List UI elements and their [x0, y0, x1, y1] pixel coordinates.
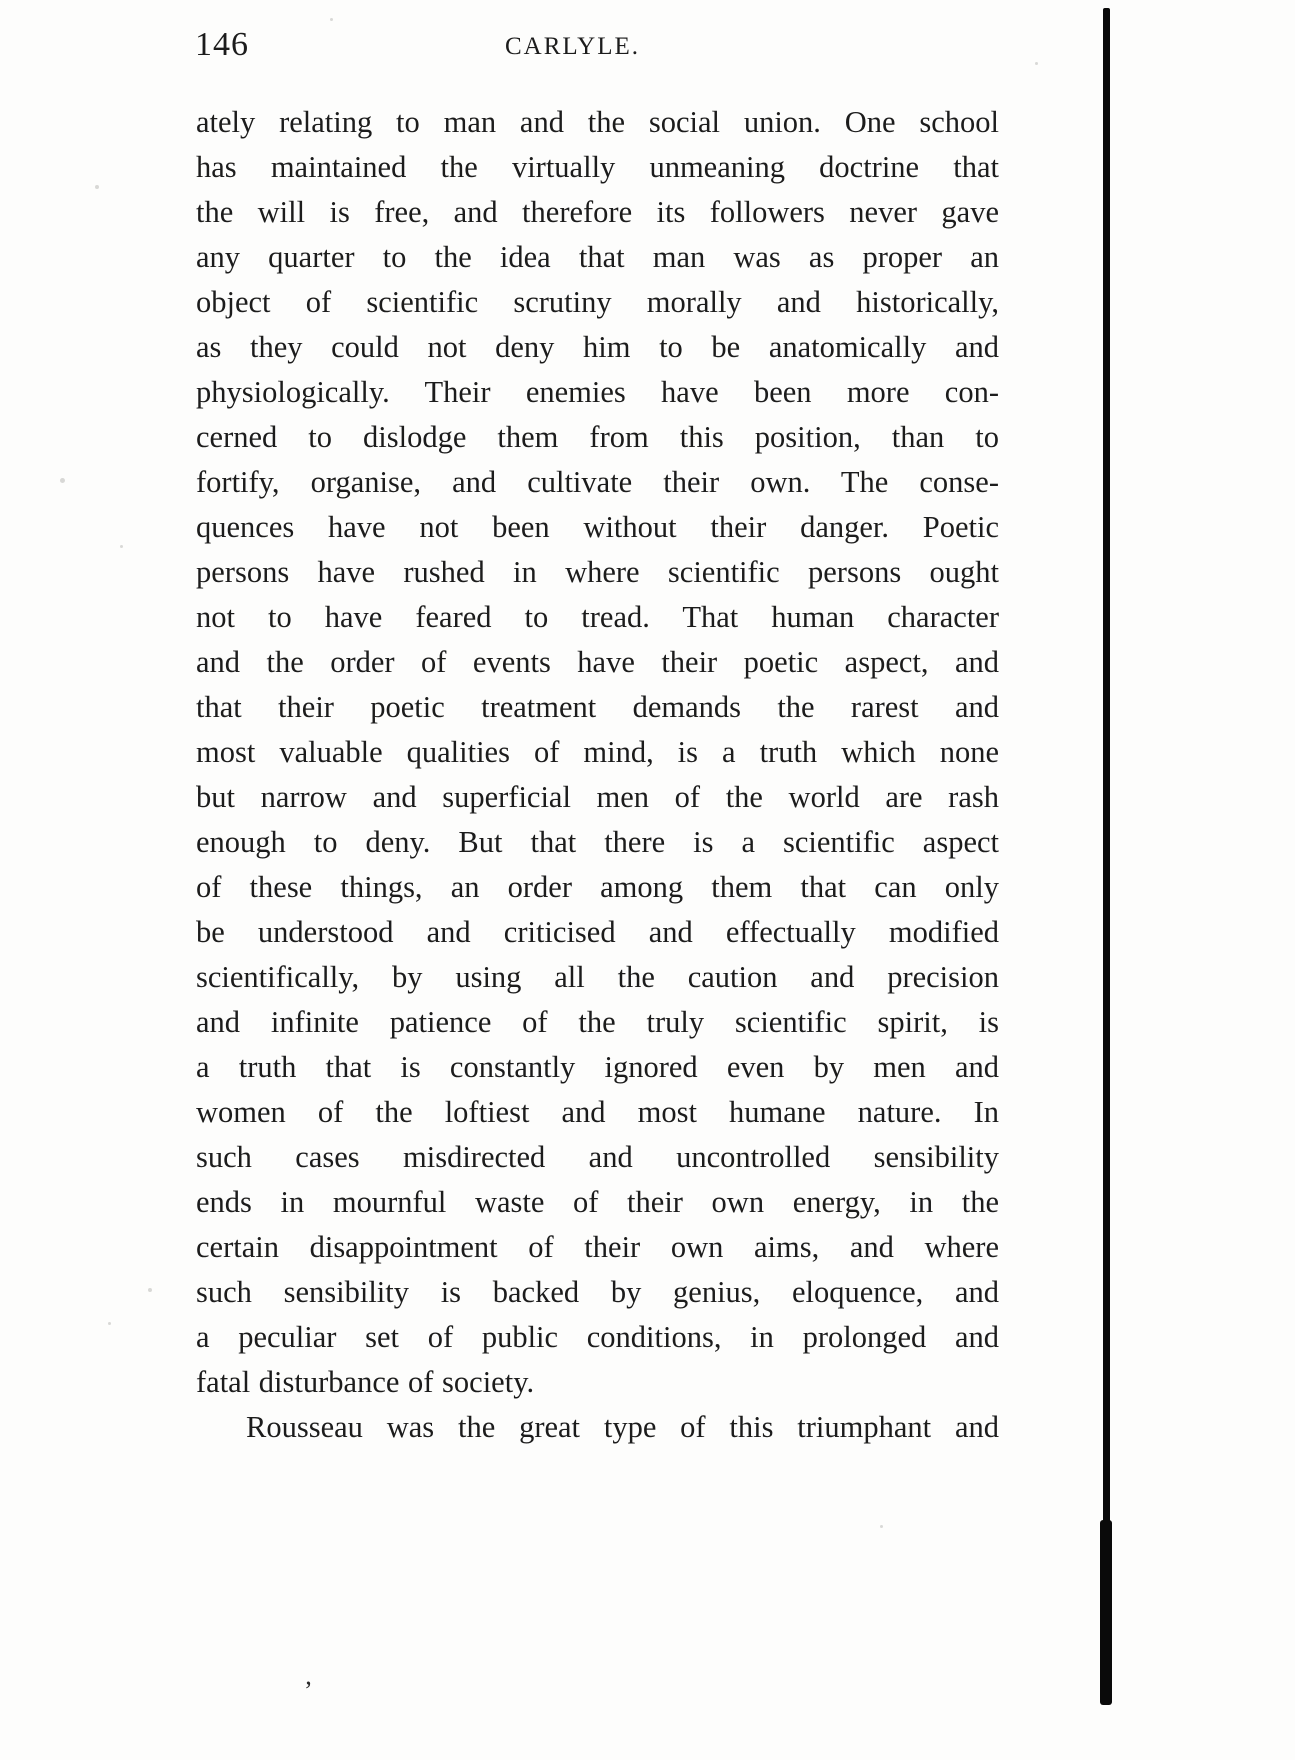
- text-line: such sensibility is backed by genius, eloquence, and: [196, 1275, 999, 1309]
- binding-edge-line: [1103, 8, 1110, 1702]
- text-line: as they could not deny him to be anatomically and: [196, 330, 999, 364]
- scan-speck: [148, 1288, 152, 1292]
- text-line: fatal disturbance of society.: [196, 1365, 535, 1399]
- page-header: [195, 26, 1000, 70]
- text-line: be understood and criticised and effectually modified: [196, 915, 999, 949]
- text-line: a peculiar set of public conditions, in prolonged and: [196, 1320, 999, 1354]
- text-line: enough to deny. But that there is a scientific aspect: [196, 825, 999, 859]
- running-head-title: CARLYLE.: [504, 33, 641, 60]
- text-line: object of scientific scrutiny morally and historically,: [196, 285, 999, 319]
- text-line: of these things, an order among them that can only: [196, 870, 999, 904]
- text-line: cerned to dislodge them from this position, than to: [196, 420, 999, 454]
- scan-speck: [1035, 62, 1038, 65]
- text-line: but narrow and superficial men of the world are rash: [196, 780, 999, 814]
- text-line: and infinite patience of the truly scientific spirit, is: [196, 1005, 999, 1039]
- text-line: ately relating to man and the social union. One school: [196, 105, 999, 139]
- text-line: the will is free, and therefore its followers never gave: [196, 195, 999, 229]
- text-line: any quarter to the idea that man was as proper an: [196, 240, 999, 274]
- scan-speck: [95, 185, 99, 189]
- text-line: that their poetic treatment demands the rarest and: [196, 690, 999, 724]
- body-lines: [196, 100, 999, 1450]
- scan-speck: [108, 1322, 111, 1325]
- text-line: has maintained the virtually unmeaning doctrine that: [196, 150, 999, 184]
- text-line: and the order of events have their poetic aspect, and: [196, 645, 999, 679]
- text-line: such cases misdirected and uncontrolled sensibility: [196, 1140, 999, 1174]
- text-line: not to have feared to tread. That human character: [196, 600, 999, 634]
- text-line: quences have not been without their danger. Poetic: [196, 510, 999, 544]
- text-line: persons have rushed in where scientific persons ought: [196, 555, 999, 589]
- page-number: 146: [195, 26, 249, 63]
- text-line: scientifically, by using all the caution and precision: [196, 960, 999, 994]
- text-line: Rousseau was the great type of this triumphant and: [246, 1410, 999, 1444]
- text-line: ends in mournful waste of their own energy, in the: [196, 1185, 999, 1219]
- text-line: women of the loftiest and most humane nature. In: [196, 1095, 999, 1129]
- binding-edge-line-thick: [1100, 1520, 1112, 1705]
- scan-speck: [120, 545, 123, 548]
- text-line: fortify, organise, and cultivate their own. The conse-: [196, 465, 999, 499]
- text-line: certain disappointment of their own aims, and where: [196, 1230, 999, 1264]
- text-line: a truth that is constantly ignored even by men and: [196, 1050, 999, 1084]
- scan-speck: [330, 18, 333, 21]
- text-line: physiologically. Their enemies have been more con-: [196, 375, 999, 409]
- scan-stray-mark: ’: [304, 1676, 313, 1705]
- scan-speck: [60, 478, 65, 483]
- scan-speck: [880, 1525, 883, 1528]
- text-line: most valuable qualities of mind, is a truth which none: [196, 735, 999, 769]
